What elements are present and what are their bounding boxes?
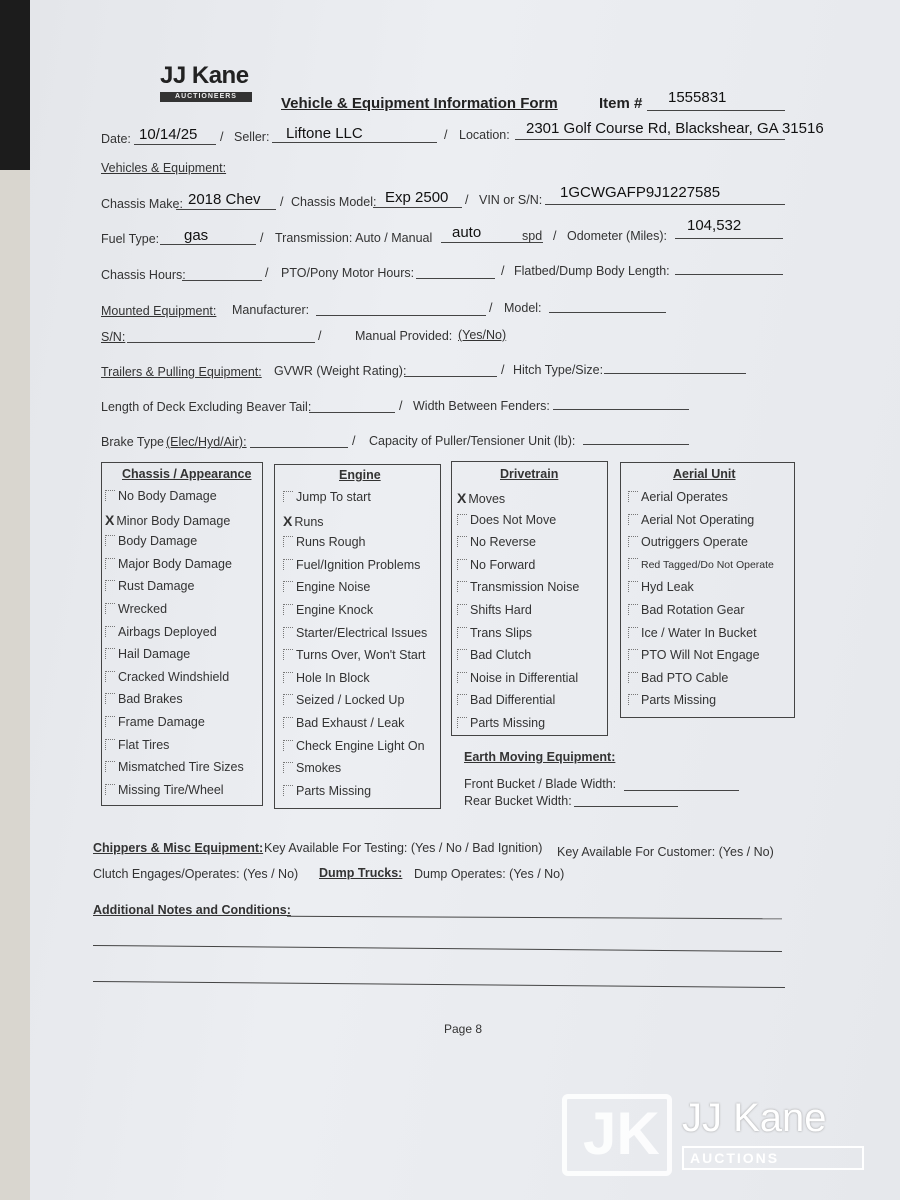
engine-item[interactable]: [283, 648, 426, 662]
sn-label: S/N:: [101, 330, 126, 344]
watermark-name: JJ Kane: [682, 1096, 827, 1140]
drivetrain-item[interactable]: [457, 580, 579, 594]
seller-value[interactable]: Liftone LLC: [286, 125, 363, 142]
vin-value[interactable]: 1GCWGAFP9J1227585: [560, 184, 721, 201]
chippers-heading: Chippers & Misc Equipment:: [93, 841, 264, 855]
key-testing-label[interactable]: Key Available For Testing: (Yes / No / Bad Ignition): [264, 841, 543, 855]
separator: /: [465, 193, 469, 207]
checkbox-icon[interactable]: [105, 580, 115, 591]
checklist-label: Missing Tire/Wheel: [118, 782, 224, 797]
aerial-item[interactable]: [628, 580, 694, 594]
model-label: Chassis Model:: [291, 195, 377, 209]
checklist-label: Moves: [468, 492, 506, 506]
chassis-item[interactable]: [105, 625, 217, 639]
checkbox-icon[interactable]: [457, 581, 467, 592]
capacity-line[interactable]: [583, 444, 689, 445]
aerial-item[interactable]: [628, 490, 728, 504]
checklist-label: Bad Clutch: [470, 648, 532, 663]
location-value[interactable]: 2301 Golf Course Rd, Blackshear, GA 31516: [526, 120, 824, 137]
make-value[interactable]: 2018 Chev: [188, 191, 261, 208]
checklist-label: Hail Damage: [118, 647, 191, 662]
checkbox-icon[interactable]: [105, 739, 115, 750]
location-line: [515, 139, 785, 140]
checkbox-icon[interactable]: [105, 603, 115, 614]
checklist-label: Rust Damage: [118, 579, 195, 594]
engine-item[interactable]: [283, 739, 425, 753]
chassis-hours-label: Chassis Hours:: [101, 268, 186, 282]
checkbox-icon[interactable]: [628, 581, 638, 592]
checklist-label: Does Not Move: [470, 512, 557, 527]
mounted-model-label: Model:: [504, 301, 542, 315]
chassis-item[interactable]: [105, 760, 244, 774]
fender-width-label: Width Between Fenders:: [413, 399, 550, 413]
drivetrain-item[interactable]: [457, 513, 556, 527]
mounted-model-line[interactable]: [549, 312, 666, 313]
checklist-label: Aerial Operates: [641, 490, 728, 504]
aerial-item[interactable]: [628, 535, 748, 549]
fuel-label: Fuel Type:: [101, 232, 160, 246]
aerial-item[interactable]: [628, 693, 716, 707]
checklist-label: Hole In Block: [296, 670, 370, 685]
checklist-label: Ice / Water In Bucket: [641, 625, 757, 640]
make-line: [176, 209, 276, 210]
checkbox-icon[interactable]: [283, 491, 293, 502]
checklist-label: Runs: [294, 514, 324, 529]
checkbox-icon[interactable]: [105, 626, 115, 637]
clutch-label[interactable]: Clutch Engages/Operates: (Yes / No): [93, 867, 299, 881]
checkbox-icon[interactable]: [628, 672, 638, 683]
drivetrain-item[interactable]: [457, 693, 555, 707]
date-line: [134, 144, 216, 145]
transmission-label: Transmission: Auto / Manual: [275, 231, 433, 245]
checkbox-icon[interactable]: [283, 762, 293, 773]
checklist-label: No Body Damage: [118, 489, 217, 503]
pto-hours-line[interactable]: [416, 278, 495, 279]
manual-label: Manual Provided:: [355, 329, 453, 343]
separator: /: [318, 329, 322, 343]
checkbox-icon[interactable]: [283, 649, 293, 660]
gvwr-line[interactable]: [404, 376, 497, 377]
checkbox-icon[interactable]: [105, 693, 115, 704]
checkbox-icon[interactable]: [628, 558, 638, 569]
separator: /: [444, 128, 448, 142]
checklist-label: Bad Brakes: [118, 692, 183, 707]
checklist-label: Seized / Locked Up: [296, 693, 405, 708]
odometer-line: [675, 238, 783, 239]
brake-label: Brake Type: [101, 435, 165, 449]
engine-item[interactable]: [283, 626, 427, 640]
odometer-value[interactable]: 104,532: [687, 217, 742, 234]
separator: /: [501, 264, 505, 278]
seller-line: [272, 142, 437, 143]
checklist-label: Minor Body Damage: [116, 513, 231, 528]
model-value[interactable]: Exp 2500: [385, 189, 449, 206]
vin-line: [545, 204, 785, 205]
aerial-item[interactable]: [628, 626, 757, 640]
checklist-label: Bad PTO Cable: [641, 670, 729, 685]
vin-label: VIN or S/N:: [479, 193, 543, 207]
checkbox-icon[interactable]: [457, 536, 467, 547]
checklist-label: Engine Noise: [296, 580, 371, 595]
checklist-label: PTO Will Not Engage: [641, 648, 760, 663]
checkbox-icon[interactable]: [105, 761, 115, 772]
checklist-label: No Reverse: [470, 535, 536, 550]
checklist-label: Jump To start: [296, 490, 371, 504]
checklist-label: Wrecked: [118, 602, 168, 616]
checklist-label: Hyd Leak: [641, 580, 694, 595]
checklist-label: Runs Rough: [296, 535, 366, 550]
chassis-item[interactable]: [105, 738, 169, 752]
checkbox-icon[interactable]: [628, 694, 638, 705]
engine-item[interactable]: [283, 490, 371, 504]
checklist-label: Smokes: [296, 761, 342, 776]
dump-trucks-heading: Dump Trucks:: [319, 866, 403, 880]
key-customer-label[interactable]: Key Available For Customer: (Yes / No): [557, 845, 774, 859]
engine-item[interactable]: [283, 671, 370, 685]
hitch-label: Hitch Type/Size:: [513, 363, 604, 377]
separator: /: [280, 195, 284, 209]
trailers-heading: Trailers & Pulling Equipment:: [101, 365, 262, 379]
pto-hours-label: PTO/Pony Motor Hours:: [281, 266, 415, 280]
flatbed-line[interactable]: [675, 274, 783, 275]
checkbox-checked-icon[interactable]: X: [457, 490, 467, 506]
mounted-heading: Mounted Equipment:: [101, 304, 217, 318]
engine-item[interactable]: [283, 558, 420, 572]
checklist-label: Major Body Damage: [118, 556, 232, 571]
fuel-value[interactable]: gas: [184, 227, 209, 244]
transmission-value[interactable]: auto: [452, 224, 482, 241]
checkbox-icon[interactable]: [105, 671, 115, 682]
checkbox-icon[interactable]: [628, 627, 638, 638]
checkbox-icon[interactable]: [105, 784, 115, 795]
checkbox-icon[interactable]: [628, 491, 638, 502]
drivetrain-item[interactable]: [457, 558, 535, 572]
separator: /: [265, 266, 269, 280]
aerial-unit-title: Aerial Unit: [673, 467, 736, 481]
chassis-item[interactable]: [105, 783, 224, 797]
spd-label: spd: [522, 229, 543, 243]
front-bucket-label: Front Bucket / Blade Width:: [464, 777, 617, 791]
checklist-label: Bad Rotation Gear: [641, 603, 745, 617]
item-label: Item #: [599, 95, 643, 112]
checkbox-icon[interactable]: [283, 604, 293, 615]
checklist-label: Shifts Hard: [470, 603, 532, 617]
brake-line[interactable]: [250, 447, 348, 448]
chassis-item[interactable]: [105, 692, 183, 706]
fuel-line: [160, 244, 256, 245]
make-label: Chassis Make:: [101, 197, 183, 211]
checklist-label: Body Damage: [118, 534, 198, 549]
brake-options: (Elec/Hyd/Air):: [166, 435, 247, 449]
dump-operates-label[interactable]: Dump Operates: (Yes / No): [414, 867, 565, 881]
separator: /: [399, 399, 403, 413]
page-number: Page 8: [444, 1022, 483, 1036]
checklist-label: No Forward: [470, 557, 536, 572]
manual-options[interactable]: (Yes/No): [458, 328, 507, 342]
checkbox-icon[interactable]: [628, 536, 638, 547]
seller-label: Seller:: [234, 130, 270, 144]
separator: /: [553, 229, 557, 243]
checklist-label: Turns Over, Won't Start: [296, 648, 426, 663]
checkbox-icon[interactable]: [457, 627, 467, 638]
checkbox-icon[interactable]: [457, 559, 467, 570]
checklist-label: Flat Tires: [118, 737, 170, 752]
engine-item[interactable]: [283, 513, 324, 529]
engine-title: Engine: [339, 468, 381, 482]
checkbox-icon[interactable]: [283, 717, 293, 728]
checkbox-icon[interactable]: [457, 694, 467, 705]
checklist-label: Red Tagged/Do Not Operate: [641, 558, 774, 571]
drivetrain-item[interactable]: [457, 626, 532, 640]
deck-length-line[interactable]: [309, 412, 395, 413]
checkbox-icon[interactable]: [105, 490, 115, 501]
checkbox-icon[interactable]: [628, 514, 638, 525]
deck-length-label: Length of Deck Excluding Beaver Tail:: [101, 400, 312, 414]
checkbox-icon[interactable]: [105, 535, 115, 546]
checkbox-icon[interactable]: [457, 604, 467, 615]
separator: /: [501, 363, 505, 377]
engine-item[interactable]: [283, 761, 341, 775]
checkbox-icon[interactable]: [105, 716, 115, 727]
checklist-label: Check Engine Light On: [296, 738, 425, 753]
chassis-item[interactable]: [105, 534, 197, 548]
engine-item[interactable]: [283, 603, 373, 617]
drivetrain-item[interactable]: [457, 716, 545, 730]
checkbox-icon[interactable]: [283, 536, 293, 547]
front-bucket-line[interactable]: [624, 790, 739, 791]
separator: /: [489, 301, 493, 315]
checklist-label: Bad Exhaust / Leak: [296, 716, 405, 730]
checkbox-icon[interactable]: [283, 694, 293, 705]
engine-item[interactable]: [283, 693, 404, 707]
aerial-item[interactable]: [628, 648, 760, 662]
engine-item[interactable]: [283, 784, 371, 798]
checkbox-checked-icon[interactable]: X: [105, 511, 115, 528]
checkbox-icon[interactable]: [283, 627, 293, 638]
flatbed-label: Flatbed/Dump Body Length:: [514, 264, 670, 278]
notes-heading: Additional Notes and Conditions:: [93, 903, 291, 917]
manufacturer-line[interactable]: [316, 315, 486, 316]
aerial-item[interactable]: [628, 513, 754, 527]
checklist-label: Parts Missing: [470, 716, 546, 730]
jk-monogram-text: JK: [583, 1100, 660, 1167]
separator: /: [260, 231, 264, 245]
checklist-label: Engine Knock: [296, 603, 374, 617]
chassis-item[interactable]: [105, 670, 229, 684]
drivetrain-item[interactable]: [457, 671, 578, 685]
checkbox-icon[interactable]: [283, 559, 293, 570]
checkbox-icon[interactable]: [457, 717, 467, 728]
chassis-item[interactable]: [105, 579, 194, 593]
item-number[interactable]: 1555831: [668, 89, 727, 106]
drivetrain-title: Drivetrain: [500, 467, 559, 481]
chassis-item[interactable]: [105, 557, 232, 571]
chassis-appearance-title: Chassis / Appearance: [122, 467, 252, 481]
jjkane-watermark: [562, 1094, 862, 1174]
rear-bucket-line[interactable]: [574, 806, 678, 807]
checklist-label: Bad Differential: [470, 693, 556, 708]
jk-monogram-icon: [562, 1094, 672, 1176]
checklist-label: Frame Damage: [118, 715, 205, 729]
separator: /: [352, 434, 356, 448]
checkbox-icon[interactable]: [283, 672, 293, 683]
checklist-label: Fuel/Ignition Problems: [296, 557, 421, 572]
drivetrain-item[interactable]: [457, 535, 536, 549]
chassis-hours-line[interactable]: [182, 280, 262, 281]
checklist-label: Parts Missing: [296, 783, 372, 798]
earth-moving-heading: Earth Moving Equipment:: [464, 750, 616, 764]
checkbox-icon[interactable]: [283, 785, 293, 796]
checklist-label: Parts Missing: [641, 693, 717, 708]
aerial-item[interactable]: [628, 558, 774, 571]
separator: /: [220, 130, 224, 144]
checklist-label: Outriggers Operate: [641, 535, 748, 550]
sn-line[interactable]: [127, 342, 315, 343]
engine-item[interactable]: [283, 580, 370, 594]
gvwr-label: GVWR (Weight Rating):: [274, 364, 407, 378]
checkbox-icon[interactable]: [628, 604, 638, 615]
capacity-label: Capacity of Puller/Tensioner Unit (lb):: [369, 434, 576, 448]
drivetrain-item[interactable]: [457, 648, 531, 662]
odometer-label: Odometer (Miles):: [567, 229, 668, 243]
checkbox-icon[interactable]: [457, 514, 467, 525]
checkbox-icon[interactable]: [283, 740, 293, 751]
chassis-item[interactable]: [105, 512, 230, 528]
engine-item[interactable]: [283, 535, 366, 549]
checkbox-icon[interactable]: [283, 581, 293, 592]
checklist-label: Trans Slips: [470, 625, 533, 640]
checkbox-icon[interactable]: [105, 558, 115, 569]
checkbox-icon[interactable]: [457, 649, 467, 660]
date-label: Date:: [101, 132, 131, 146]
chassis-item[interactable]: [105, 715, 205, 729]
hitch-line[interactable]: [604, 373, 746, 374]
aerial-item[interactable]: [628, 603, 745, 617]
model-line: [373, 207, 462, 208]
checklist-label: Starter/Electrical Issues: [296, 625, 428, 640]
jjkane-logo: JJ Kane: [160, 62, 249, 89]
checklist-label: Aerial Not Operating: [641, 512, 755, 527]
checklist-label: Cracked Windshield: [118, 669, 230, 684]
jjkane-logo-sub: AUCTIONEERS: [160, 92, 252, 102]
aerial-item[interactable]: [628, 671, 728, 685]
checklist-label: Noise in Differential: [470, 670, 579, 685]
chassis-item[interactable]: [105, 602, 167, 616]
manufacturer-label: Manufacturer:: [232, 303, 310, 317]
checkbox-checked-icon[interactable]: X: [283, 512, 293, 529]
engine-item[interactable]: [283, 716, 404, 730]
checkbox-icon[interactable]: [457, 672, 467, 683]
chassis-item[interactable]: [105, 489, 217, 503]
location-label: Location:: [459, 128, 510, 142]
drivetrain-item[interactable]: [457, 603, 532, 617]
checkbox-icon[interactable]: [628, 649, 638, 660]
form-title: Vehicle & Equipment Information Form: [281, 95, 558, 112]
chassis-item[interactable]: [105, 647, 190, 661]
date-value[interactable]: 10/14/25: [139, 126, 198, 143]
vehicles-heading: Vehicles & Equipment:: [101, 161, 227, 175]
checkbox-icon[interactable]: [105, 648, 115, 659]
item-line: [647, 110, 785, 111]
rear-bucket-label: Rear Bucket Width:: [464, 794, 572, 808]
checklist-label: Airbags Deployed: [118, 624, 217, 639]
checklist-label: Transmission Noise: [470, 580, 580, 595]
fender-width-line[interactable]: [553, 409, 689, 410]
watermark-sub: AUCTIONS: [682, 1146, 864, 1170]
checklist-label: Mismatched Tire Sizes: [118, 760, 244, 775]
drivetrain-item[interactable]: [457, 490, 505, 506]
